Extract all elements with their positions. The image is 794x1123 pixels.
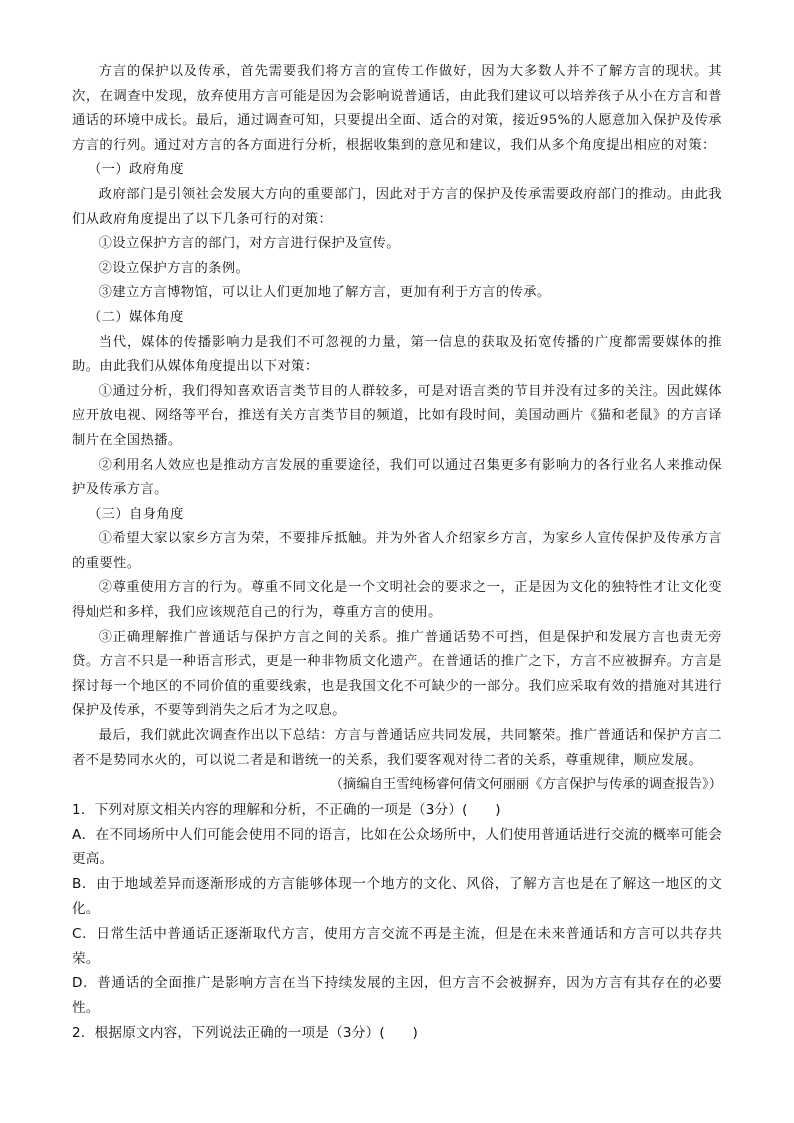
list-item: ②利用名人效应也是推动方言发展的重要途径，我们可以通过召集更多有影响力的各行业名人来推动保护及传承方言。	[72, 457, 722, 498]
passage-paragraph: 方言的保护以及传承，首先需要我们将方言的宣传工作做好，因为大多数人并不了解方言的现状。其次，在调查中发现，放弃使用方言可能是因为会影响说普通话，由此我们建议可以培养孩子从小在方言和普通话的环境中成长。最后，通过调查可知，只要提出全面、适合的对策，接近95%的人愿意加入保护及传承方言的行列。通过对方言的各方面进行分析，根据收集到的意见和建议，我们从多个角度提出相应的对策：	[72, 64, 722, 153]
document-content	[72, 60, 722, 1046]
question-2: 2．根据原文内容，下列说法正确的一项是（3分）( )	[72, 1024, 418, 1041]
passage-paragraph: 当代，媒体的传播影响力是我们不可忽视的力量，第一信息的获取及拓宽传播的广度都需要媒体的推助。由此我们从媒体角度提出以下对策：	[72, 334, 722, 375]
list-item: ①设立保护方言的部门，对方言进行保护及宣传。	[98, 236, 400, 252]
section-heading-media: （二）媒体角度	[87, 309, 184, 325]
question-1-option-a: A．在不同场所中人们可能会使用不同的语言，比如在公众场所中，人们使用普通话进行交流的概率可能会更高。	[72, 826, 722, 868]
list-item: ②尊重使用方言的行为。尊重不同文化是一个文明社会的要求之一，正是因为文化的独特性才让文化变得灿烂和多样，我们应该规范自己的行为，尊重方言的使用。	[72, 580, 722, 621]
section-heading-government: （一）政府角度	[87, 162, 184, 178]
passage-paragraph: 政府部门是引领社会发展大方向的重要部门，因此对于方言的保护及传承需要政府部门的推动。由此我们从政府角度提出了以下几条可行的对策：	[72, 186, 722, 227]
question-1-option-c: C．日常生活中普通话正逐渐取代方言，使用方言交流不再是主流，但是在未来普通话和方言可以共存共荣。	[72, 925, 722, 967]
passage-paragraph: 最后，我们就此次调查作出以下总结：方言与普通话应共同发展，共同繁荣。推广普通话和保护方言二者不是势同水火的，可以说二者是和谐统一的关系，我们要客观对待二者的关系，尊重规律，顺应发展。	[72, 728, 722, 768]
list-item: ①希望大家以家乡方言为荣，不要排斥抵触。并为外省人介绍家乡方言，为家乡人宣传保护及传承方言的重要性。	[72, 531, 722, 571]
source-citation: （摘编自王雪纯杨睿何倩文何丽丽《方言保护与传承的调查报告》）	[329, 777, 722, 793]
question-1-option-d: D．普通话的全面推广是影响方言在当下持续发展的主因，但方言不会被摒弃，因为方言有其存在的必要性。	[72, 975, 722, 1017]
list-item: ③建立方言博物馆，可以让人们更加地了解方言，更加有利于方言的传承。	[98, 285, 551, 301]
question-1-option-b: B．由于地域差异而逐渐形成的方言能够体现一个地方的文化、风俗，了解方言也是在了解这一地区的文化。	[72, 876, 722, 917]
list-item: ③正确理解推广普通话与保护方言之间的关系。推广普通话势不可挡，但是保护和发展方言也责无旁贷。方言不只是一种语言形式，更是一种非物质文化遗产。在普通话的推广之下，方言不应被摒弃。方言是探讨每一个地区的不同价值的重要线索，也是我国文化不可缺少的一部分。我们应采取有效的措施对其进行保护及传承，不要等到消失之后才为之叹息。	[72, 629, 722, 719]
section-heading-self: （三）自身角度	[87, 506, 184, 522]
list-item: ②设立保护方言的条例。	[98, 260, 250, 276]
list-item: ①通过分析，我们得知喜欢语言类节目的人群较多，可是对语言类的节目并没有过多的关注。因此媒体应开放电视、网络等平台，推送有关方言类节目的频道，比如有段时间，美国动画片《猫和老鼠》的方言译制片在全国热播。	[72, 383, 722, 448]
question-1: 1．下列对原文相关内容的理解和分析，不正确的一项是（3分）( )	[72, 801, 501, 818]
